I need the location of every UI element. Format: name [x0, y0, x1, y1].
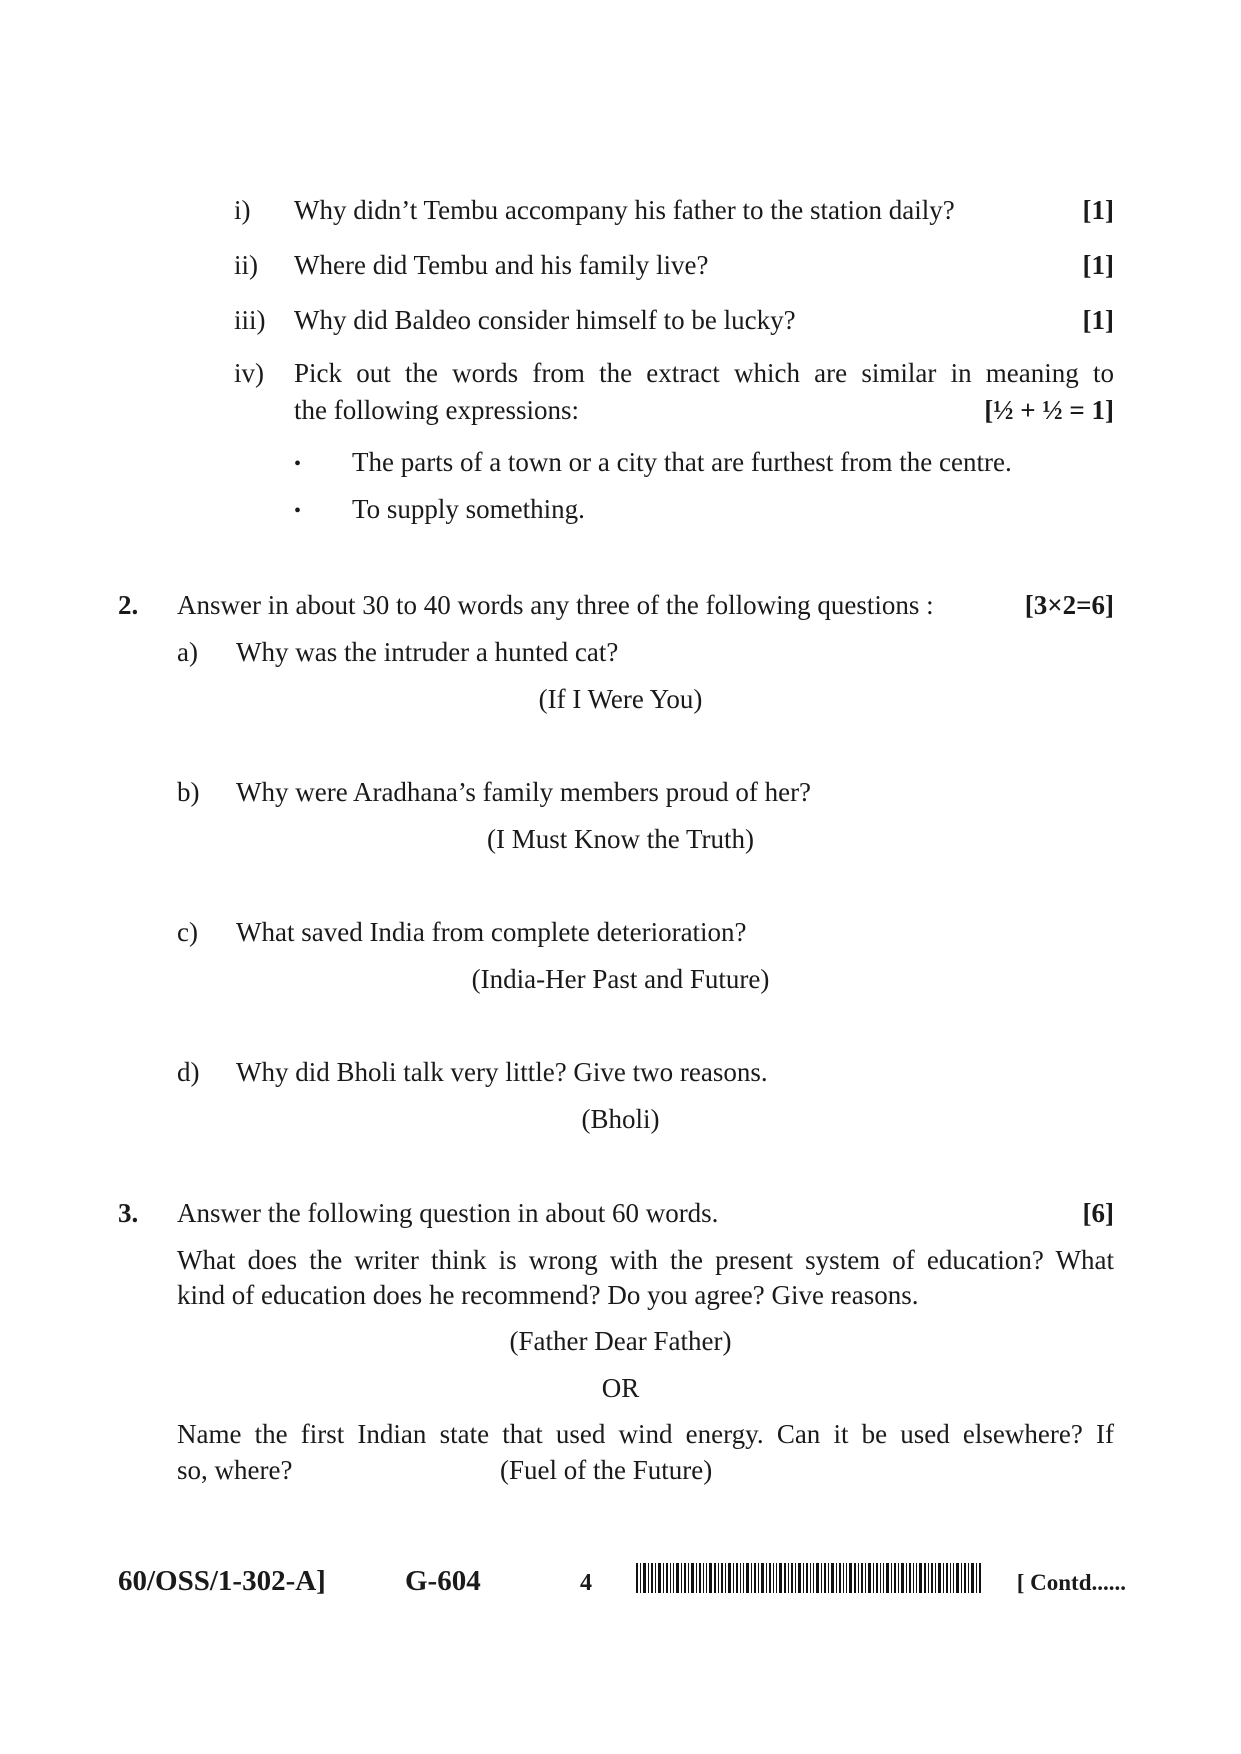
q3-marks: [6]: [1082, 1198, 1114, 1228]
q1-bullet-2-text: To supply something.: [352, 494, 585, 524]
q1-sub-iv-text-line1: Pick out the words from the extract which are similar in meaning to: [294, 358, 1114, 388]
q2-c-source: (India-Her Past and Future): [471, 964, 770, 994]
footer-paper-code: G-604: [405, 1565, 481, 1597]
continued-label: [ Contd......: [1016, 1570, 1126, 1595]
q2-number: 2.: [118, 590, 139, 620]
q3-paragraph-1-line1: What does the writer think is wrong with the present system of education? What: [177, 1245, 1114, 1275]
q2-a-text: Why was the intruder a hunted cat?: [236, 637, 619, 667]
q1-sub-iii-number: iii): [234, 305, 266, 335]
page-number: 4: [580, 1570, 592, 1596]
q2-d-source: (Bholi): [581, 1104, 660, 1134]
q2-text: Answer in about 30 to 40 words any three of the following questions :: [177, 590, 934, 620]
q1-sub-iv-number: iv): [234, 358, 264, 388]
footer-exam-code: 60/OSS/1-302-A]: [118, 1565, 326, 1597]
q2-d-label: d): [177, 1057, 200, 1087]
bullet-icon: •: [294, 453, 302, 475]
q2-c-text: What saved India from complete deterioration?: [236, 917, 747, 947]
barcode-icon: [636, 1563, 981, 1593]
q2-d-text: Why did Bholi talk very little? Give two reasons.: [236, 1057, 768, 1087]
q3-number: 3.: [118, 1198, 139, 1228]
q1-sub-iv-marks: [½ + ½ = 1]: [984, 395, 1114, 425]
q3-paragraph-2-line2: so, where?: [177, 1455, 293, 1485]
q2-b-text: Why were Aradhana’s family members proud of her?: [236, 777, 812, 807]
q2-b-label: b): [177, 777, 200, 807]
q1-sub-ii-text: Where did Tembu and his family live?: [294, 250, 709, 280]
q1-sub-ii-number: ii): [234, 250, 258, 280]
q1-sub-ii-marks: [1]: [1082, 250, 1114, 280]
q1-bullet-1-text: The parts of a town or a city that are furthest from the centre.: [352, 447, 1012, 477]
q2-a-label: a): [177, 637, 198, 667]
q3-source-2: (Fuel of the Future): [500, 1455, 713, 1485]
q1-sub-i-number: i): [234, 195, 251, 225]
q1-sub-iii-text: Why did Baldeo consider himself to be lucky?: [294, 305, 796, 335]
q2-c-label: c): [177, 917, 198, 947]
q3-source-1: (Father Dear Father): [509, 1326, 732, 1356]
q3-or-divider: OR: [601, 1373, 640, 1403]
q2-b-source: (I Must Know the Truth): [486, 824, 755, 854]
q1-sub-i-text: Why didn’t Tembu accompany his father to the station daily?: [294, 195, 955, 225]
q3-paragraph-1-line2: kind of education does he recommend? Do you agree? Give reasons.: [177, 1280, 919, 1310]
bullet-icon: •: [294, 500, 302, 522]
q1-sub-i-marks: [1]: [1082, 195, 1114, 225]
q1-sub-iv-text-line2: the following expressions:: [294, 395, 579, 425]
q1-sub-iii-marks: [1]: [1082, 305, 1114, 335]
q2-a-source: (If I Were You): [538, 684, 703, 714]
q2-marks: [3×2=6]: [1024, 590, 1114, 620]
q3-paragraph-2-line1: Name the first Indian state that used wind energy. Can it be used elsewhere? If: [177, 1419, 1114, 1449]
q3-text: Answer the following question in about 60 words.: [177, 1198, 719, 1228]
